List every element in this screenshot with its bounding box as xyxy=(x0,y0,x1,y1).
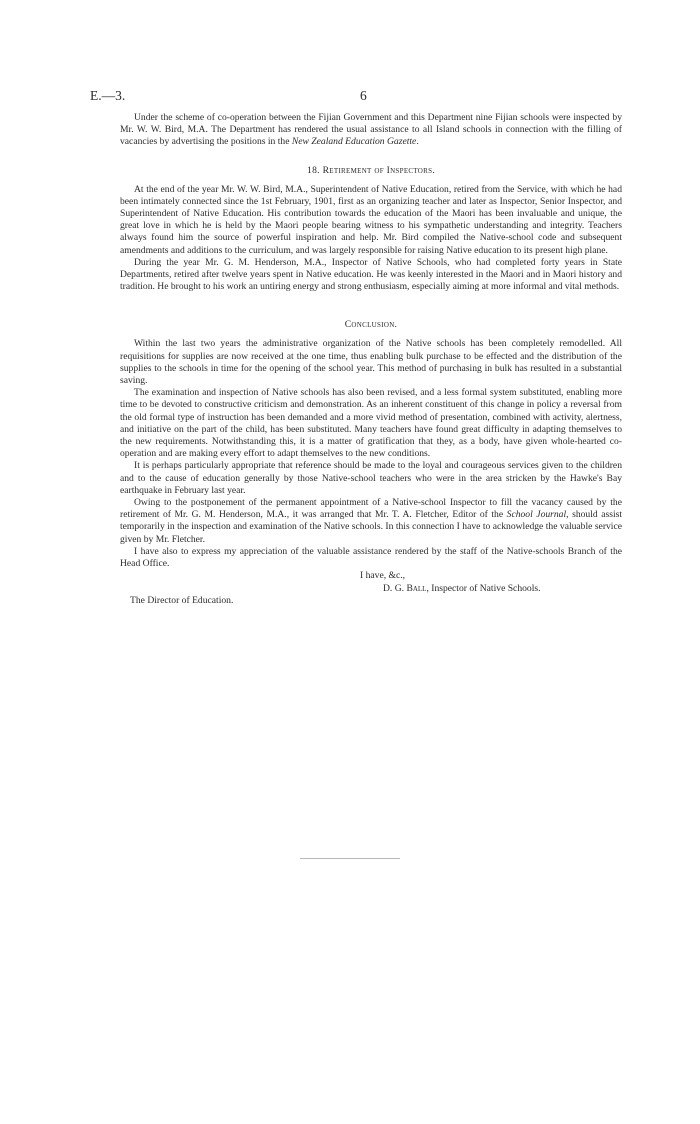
report-reference: E.—3. xyxy=(90,88,126,103)
intro-text-start: Under the scheme of co-operation between the Fijian Government and this Department nine Fijian schools were inspected by Mr. W. W. Bird, M.A. The Department has rendered the usual assistance to all Island schools in connection with the filling of vacancies by advertising the positions in the xyxy=(120,112,622,148)
signature xyxy=(383,583,622,595)
closing-block xyxy=(120,570,622,607)
conclusion-paragraph: It is perhaps particularly appropriate that reference should be made to the loyal and courageous services given to the children and to the cause of education generally by those Native-school teachers who were in the area stricken by the Hawke's Bay earthquake in February last year. xyxy=(120,460,622,496)
conclusion-heading: Conclusion. xyxy=(344,319,398,331)
bird-paragraph: At the end of the year Mr. W. W. Bird, M.A., Superintendent of Native Education, retired from the Service, with which he had been intimately connected since the 1st February, 1901, first as an organizing teacher and later as Inspector, Senior Inspector, and Superintendent of Native Education. His contribution towards the education of the Maori has been invaluable and unique, the great love in which he is held by the Maori people bearing witness to his sympathetic understanding and integrity. Teachers always found him the source of powerful inspiration and help. Mr. Bird compiled the Native-school code and subsequent amendments and additions to the curriculum, and was largely responsible for raising Native education to its present high plane. xyxy=(120,183,622,256)
page-number: 6 xyxy=(360,88,367,103)
signature-name: D. G. Ball xyxy=(383,582,427,594)
intro-paragraph xyxy=(120,112,622,149)
intro-text-end: . xyxy=(416,136,419,148)
intro-gazette-title: New Zealand Education Gazette xyxy=(291,136,417,148)
retirement-heading-number: 18. xyxy=(306,164,320,176)
signature-title: , Inspector of Native Schools. xyxy=(426,582,541,594)
fletcher-text-end: , should assist temporarily in the inspection and examination of the Native schools. In this connection I have to acknowledge the valuable service given by Mr. Fletcher. xyxy=(120,509,623,545)
page-header xyxy=(90,88,622,112)
addressee: The Director of Education. xyxy=(130,594,234,606)
fletcher-text-start: Owing to the postponement of the permanent appointment of a Native-school Inspector to fill the vacancy caused by the retirement of Mr. G. M. Henderson, M.A., it was arranged that Mr. T. A. Fletcher, Editor of the xyxy=(120,497,622,521)
retirement-heading-title: Retirement of Inspectors. xyxy=(322,164,436,176)
school-journal-title: School Journal xyxy=(506,509,567,521)
fletcher-paragraph xyxy=(120,497,622,546)
end-rule xyxy=(300,858,400,859)
retirement-heading xyxy=(120,165,622,176)
salutation: I have, &c., xyxy=(360,570,406,582)
document-page xyxy=(90,88,623,607)
henderson-paragraph: During the year Mr. G. M. Henderson, M.A., Inspector of Native Schools, who had completed forty years in State Departments, retired after twelve years spent in Native education. He was keenly interested in the Maori and in Maori history and tradition. He brought to his work an untiring energy and strong enthusiasm, especially aiming at more informal and vital methods. xyxy=(120,256,622,293)
conclusion-paragraph: Within the last two years the administrative organization of the Native schools has been completely remodelled. All requisitions for supplies are now received at the one time, thus enabling bulk purchase to be effected and the distribution of the supplies to the schools in time for the opening of the school year. This method of purchasing in bulk has resulted in a substantial saving. xyxy=(120,338,622,387)
conclusion-paragraph: The examination and inspection of Native schools has also been revised, and a less formal system substituted, enabling more time to be devoted to constructive criticism and demonstration. As an inherent constituent of this change in policy a reversal from the old formal type of instruction has been demanded and a more vivid method of presentation, combined with activity, alertness, and initiative on the part of the child, has been substituted. Many teachers have found great difficulty in adapting themselves to the new requirements. Notwithstanding this, it is a matter of gratification that they, as a body, have given whole-hearted co-operation and are making every effort to adapt themselves to the new conditions. xyxy=(120,387,622,460)
appreciation-paragraph: I have also to express my appreciation of the valuable assistance rendered by the staff of the Native-schools Branch of the Head Office. xyxy=(120,545,622,570)
